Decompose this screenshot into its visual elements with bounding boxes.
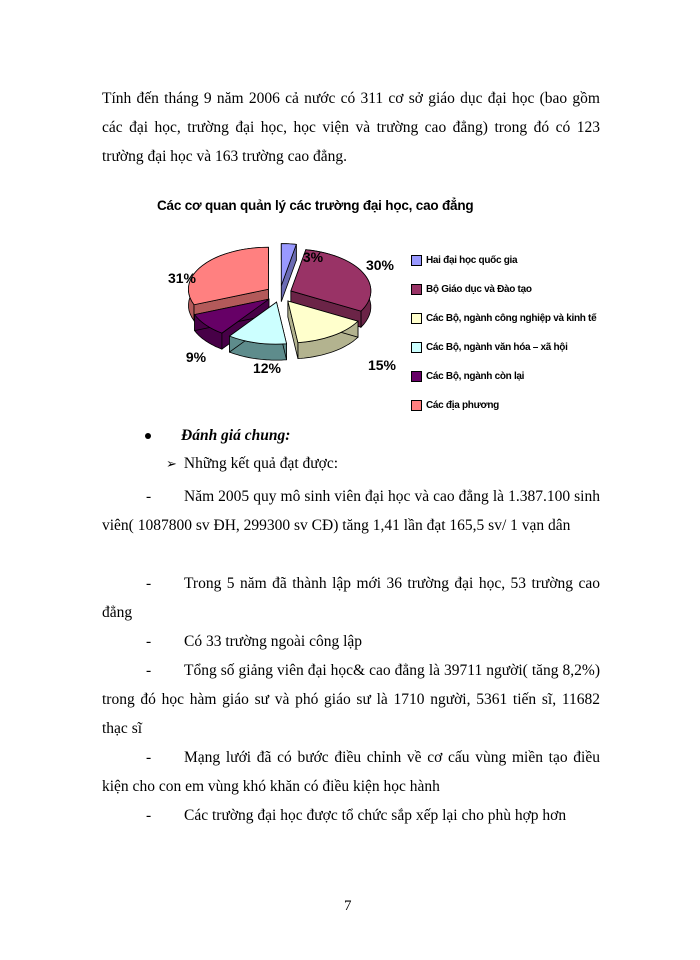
legend-swatch (411, 255, 422, 266)
legend-swatch (411, 342, 422, 353)
pie-data-label: 9% (185, 349, 207, 365)
list-item-text: Tổng số giảng viên đại học& cao đẳng là 39711 người( tăng 8,2%) trong đó học hàm giáo sư và phó giáo sư là 1710 người, 5361 tiến sĩ, 11682 thạc sĩ (102, 662, 600, 737)
legend-item (411, 362, 631, 391)
legend-item (411, 246, 631, 275)
page-number: 7 (344, 898, 352, 914)
legend-item (411, 333, 631, 362)
legend-label: Các Bộ, ngành còn lại (426, 371, 525, 382)
dash-marker: - (146, 807, 152, 824)
legend-label: Các Bộ, ngành văn hóa – xã hội (426, 342, 568, 353)
arrow-bullet-icon: ➢ (166, 456, 177, 472)
list-item-text: Mạng lưới đã có bước điều chỉnh về cơ cấu vùng miền tạo điều kiện cho con em vùng khó khăn có điều kiện học hành (102, 749, 600, 795)
list-item-text: Trong 5 năm đã thành lập mới 36 trường đại học, 53 trường cao đẳng (102, 575, 600, 621)
results-subtitle: Những kết quả đạt được: (183, 455, 339, 472)
list-item (102, 743, 600, 801)
list-item (102, 627, 600, 656)
list-item (102, 482, 600, 540)
dash-marker: - (146, 662, 152, 679)
pie-data-label: 30% (365, 257, 395, 273)
legend-label: Hai đại học quốc gia (426, 255, 518, 266)
dash-marker: - (146, 488, 152, 505)
pie-data-label: 31% (167, 270, 197, 286)
chart-title: Các cơ quan quản lý các trường đại học, cao đẳng (157, 198, 474, 213)
legend-item (411, 275, 631, 304)
legend-swatch (411, 400, 422, 411)
legend-label: Các địa phương (426, 400, 499, 411)
dash-marker: - (146, 633, 152, 650)
list-item (102, 656, 600, 743)
legend-label: Bộ Giáo dục và Đào tạo (426, 284, 532, 295)
legend-label: Các Bộ, ngành công nghiệp và kinh tế (426, 313, 597, 324)
list-item-text: Năm 2005 quy mô sinh viên đại học và cao đẳng là 1.387.100 sinh viên( 1087800 sv ĐH, 299300 sv CĐ) tăng 1,41 lần đạt 165,5 sv/ 1 vạn dân (102, 488, 600, 534)
chart-legend (411, 246, 631, 420)
pie-data-label: 15% (367, 357, 397, 373)
evaluation-heading (145, 427, 290, 445)
list-item (102, 569, 600, 627)
intro-paragraph: Tính đến tháng 9 năm 2006 cả nước có 311 cơ sở giáo dục đại học (bao gồm các đại học, trường đại học, học viện và trường cao đẳng) trong đó có 123 trường đại học và 163 trường cao đẳng. (102, 90, 600, 165)
list-item (102, 801, 600, 830)
evaluation-title: Đánh giá chung: (181, 427, 291, 444)
pie-data-label: 3% (302, 249, 324, 265)
pie-chart (150, 232, 410, 382)
legend-swatch (411, 284, 422, 295)
legend-swatch (411, 313, 422, 324)
pie-data-label: 12% (252, 360, 282, 376)
legend-swatch (411, 371, 422, 382)
list-item-text: Có 33 trường ngoài công lập (184, 633, 363, 650)
dash-marker: - (146, 749, 152, 766)
list-item-text: Các trường đại học được tổ chức sắp xếp lại cho phù hợp hơn (184, 807, 567, 824)
bullet-icon (145, 433, 151, 439)
legend-item (411, 391, 631, 420)
dash-marker: - (146, 575, 152, 592)
legend-item (411, 304, 631, 333)
results-heading (166, 455, 338, 473)
